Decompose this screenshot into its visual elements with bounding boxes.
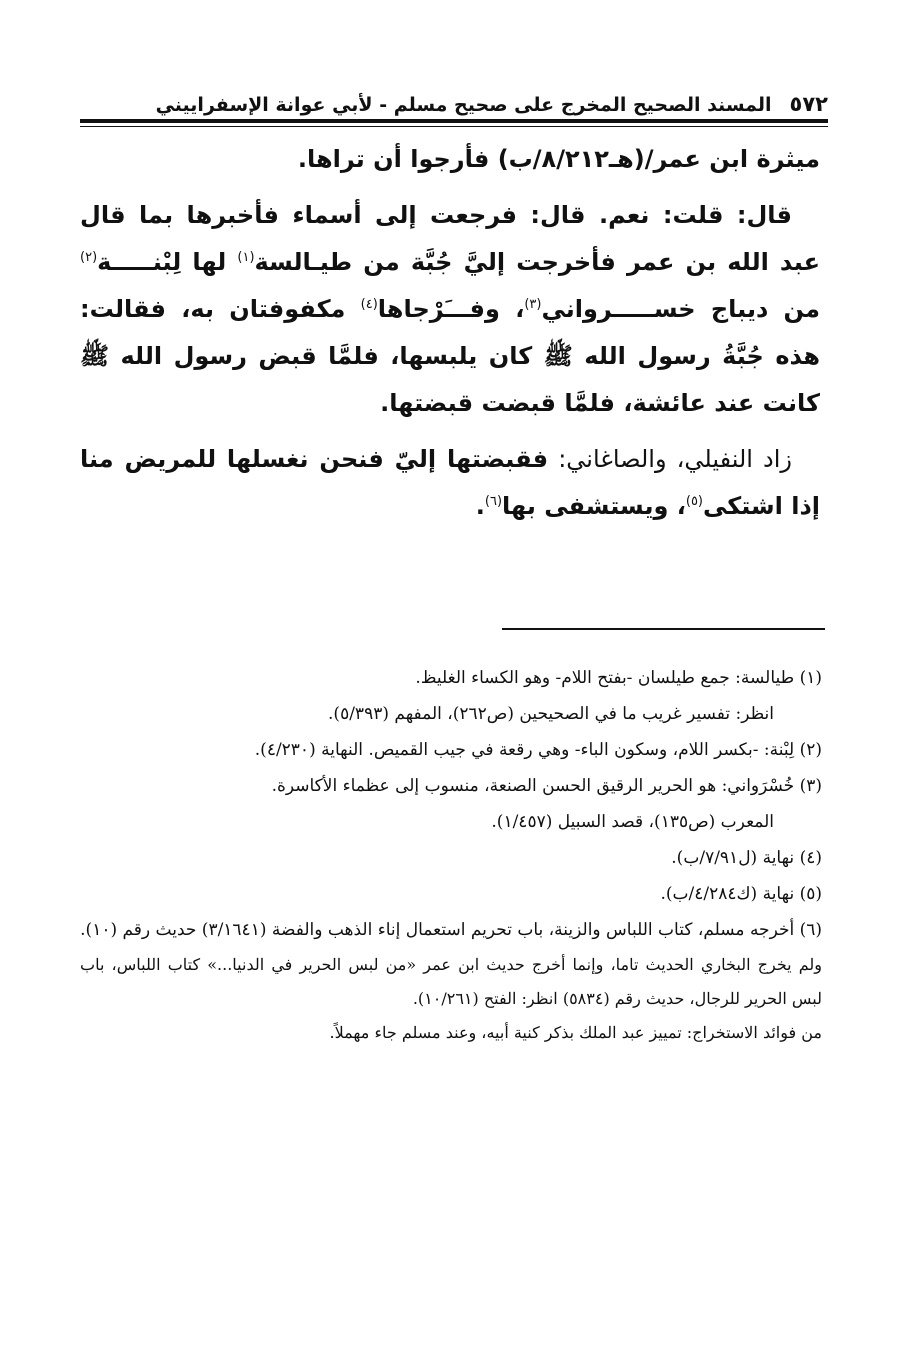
footnote-2: (٢) لِبْنة: -بكسر اللام، وسكون الباء- وهي رقعة في جيب القميص. النهاية (٤/٢٣٠). xyxy=(254,740,822,760)
footnote-4: (٤) نهاية (ل٧/٩١/ب). xyxy=(671,848,822,868)
paragraph-1: ميثرة ابن عمر/(هـ٨/٢١٢/ب) فأرجوا أن تراها. xyxy=(297,145,820,173)
footnote-6-note: ولم يخرج البخاري الحديث تاما، وإنما أخرج حديث ابن عمر «من لبس الحرير في الدنيا...» كتاب اللباس، باب لبس الحرير للرجال، حديث رقم (٥٨٣٤) انظر: الفتح (١٠/٢٦١). xyxy=(80,955,822,1008)
footnote-separator xyxy=(502,628,825,630)
header-rule-thick xyxy=(80,119,828,123)
paragraph-2-part-b: لها لِبْنـــــة xyxy=(97,248,238,276)
paragraph-2-part-c: من ديباج خســـــرواني xyxy=(541,295,820,323)
footnote-1-source: انظر: تفسير غريب ما في الصحيحين (ص٢٦٢)، المفهم (٥/٣٩٣). xyxy=(328,704,774,724)
footnote-5: (٥) نهاية (ك٤/٢٨٤/ب). xyxy=(660,884,822,904)
paragraph-2-part-a: قال: قلت: نعم. قال: فرجعت إلى أسماء فأخبرها بما قال عبد الله بن عمر فأخرجت إليَّ جُبَّة من طيـالسة xyxy=(80,201,820,276)
paragraph-3-intro: زاد النفيلي، والصاغاني: xyxy=(548,445,793,473)
header-rule-thin xyxy=(80,126,828,127)
page-number: ٥٧٢ xyxy=(789,92,828,116)
footnote-1: (١) طيالسة: جمع طيلسان -بفتح اللام- وهو الكساء الغليظ. xyxy=(415,668,822,688)
footnote-ref-6: (٦) xyxy=(484,494,503,509)
paragraph-2 xyxy=(80,192,820,427)
footnote-ref-3: (٣) xyxy=(524,297,542,312)
footnote-6: (٦) أخرجه مسلم، كتاب اللباس والزينة، باب تحريم استعمال إناء الذهب والفضة (٣/١٦٤١) حديث رقم (١٠). xyxy=(80,920,822,940)
paragraph-3-part-a: فقبضتها إليّ فنحن نغسلها للمريض منا إذا اشتكى xyxy=(80,445,820,520)
paragraph-3-part-b: ، ويستشفى بها xyxy=(502,492,686,520)
footnote-ref-4: (٤) xyxy=(360,297,378,312)
paragraph-2-part-e: مكفوفتان به، فقالت: هذه جُبَّةُ رسول الله ﷺ كان يلبسها، فلمَّا قبض رسول الله ﷺ كانت عند عائشة، فلمَّا قبضت قبضتها. xyxy=(80,295,820,417)
paragraph-3 xyxy=(80,436,820,530)
footnote-ref-1: (١) xyxy=(237,250,255,265)
footnote-ref-2: (٢) xyxy=(80,250,98,265)
running-header xyxy=(70,82,828,116)
footnotes xyxy=(80,660,822,1050)
footnote-3-source: المعرب (ص١٣٥)، قصد السبيل (١/٤٥٧). xyxy=(491,812,774,832)
paragraph-2-part-d: ، وفـــَرْجاها xyxy=(377,295,525,323)
paragraph-3-part-c: . xyxy=(475,492,485,520)
footnote-ref-5: (٥) xyxy=(685,494,703,509)
main-text xyxy=(80,136,820,530)
footnote-3: (٣) خُسْرَواني: هو الحرير الرقيق الحسن الصنعة، منسوب إلى عظماء الأكاسرة. xyxy=(271,776,822,796)
footnote-6-benefit: من فوائد الاستخراج: تمييز عبد الملك بذكر كنية أبيه، وعند مسلم جاء مهملاً. xyxy=(329,1023,822,1042)
running-title: المسند الصحيح المخرج على صحيح مسلم - لأبي عوانة الإسفراييني xyxy=(155,94,772,116)
